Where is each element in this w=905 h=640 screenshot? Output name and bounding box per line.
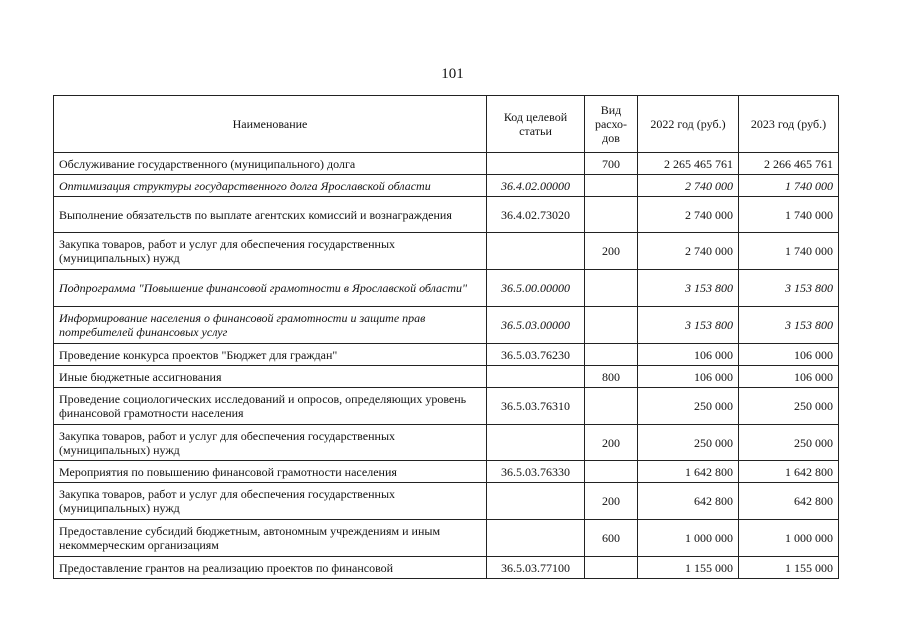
row-2022-cell: 250 000 [638, 425, 739, 461]
row-kind-cell: 800 [585, 366, 638, 388]
header-2023: 2023 год (руб.) [739, 96, 839, 153]
row-2022-cell: 250 000 [638, 388, 739, 425]
row-name-cell: Подпрограмма "Повышение финансовой грамотности в Ярославской области" [54, 270, 487, 307]
row-name-cell: Выполнение обязательств по выплате агентских комиссий и вознаграждения [54, 197, 487, 233]
table-row [54, 461, 839, 483]
header-kind: Вид расхо-дов [585, 96, 638, 153]
row-code-cell: 36.4.02.00000 [487, 175, 585, 197]
row-code-cell [487, 483, 585, 520]
row-2023-cell: 1 155 000 [739, 557, 839, 579]
row-name-cell: Закупка товаров, работ и услуг для обеспечения государственных (муниципальных) нужд [54, 233, 487, 270]
row-kind-cell [585, 197, 638, 233]
row-2022-cell: 1 000 000 [638, 520, 739, 557]
table-row [54, 366, 839, 388]
table-row [54, 197, 839, 233]
table-row [54, 153, 839, 175]
page-number: 101 [441, 66, 464, 82]
table-header-row [54, 96, 839, 153]
row-code-cell: 36.5.03.76310 [487, 388, 585, 425]
row-code-cell: 36.5.03.76330 [487, 461, 585, 483]
row-2023-cell: 2 266 465 761 [739, 153, 839, 175]
row-2022-cell: 3 153 800 [638, 307, 739, 344]
row-kind-cell [585, 307, 638, 344]
table-row [54, 270, 839, 307]
header-2022: 2022 год (руб.) [638, 96, 739, 153]
row-2022-cell: 642 800 [638, 483, 739, 520]
row-name-cell: Проведение конкурса проектов "Бюджет для граждан" [54, 344, 487, 366]
row-kind-cell: 200 [585, 483, 638, 520]
table-row [54, 388, 839, 425]
row-code-cell [487, 153, 585, 175]
row-2023-cell: 3 153 800 [739, 270, 839, 307]
row-name-cell: Оптимизация структуры государственного долга Ярославской области [54, 175, 487, 197]
header-name: Наименование [54, 96, 487, 153]
table-row [54, 175, 839, 197]
table-row [54, 425, 839, 461]
row-code-cell: 36.5.03.00000 [487, 307, 585, 344]
row-name-cell: Информирование населения о финансовой грамотности и защите прав потребителей финансовых услуг [54, 307, 487, 344]
row-name-cell: Иные бюджетные ассигнования [54, 366, 487, 388]
row-name-cell: Обслуживание государственного (муниципального) долга [54, 153, 487, 175]
row-kind-cell: 200 [585, 233, 638, 270]
row-kind-cell: 200 [585, 425, 638, 461]
row-kind-cell [585, 461, 638, 483]
row-name-cell: Закупка товаров, работ и услуг для обеспечения государственных (муниципальных) нужд [54, 483, 487, 520]
row-2022-cell: 3 153 800 [638, 270, 739, 307]
row-2023-cell: 1 740 000 [739, 233, 839, 270]
row-kind-cell [585, 388, 638, 425]
row-name-cell: Мероприятия по повышению финансовой грамотности населения [54, 461, 487, 483]
row-kind-cell [585, 175, 638, 197]
row-code-cell [487, 425, 585, 461]
row-code-cell: 36.5.03.77100 [487, 557, 585, 579]
row-2022-cell: 1 155 000 [638, 557, 739, 579]
row-code-cell [487, 366, 585, 388]
row-2023-cell: 250 000 [739, 388, 839, 425]
row-kind-cell [585, 270, 638, 307]
row-name-cell: Проведение социологических исследований и опросов, определяющих уровень финансовой грамотности населения [54, 388, 487, 425]
table-row [54, 233, 839, 270]
row-2023-cell: 1 642 800 [739, 461, 839, 483]
row-name-cell: Закупка товаров, работ и услуг для обеспечения государственных (муниципальных) нужд [54, 425, 487, 461]
row-2022-cell: 2 740 000 [638, 175, 739, 197]
row-name-cell: Предоставление субсидий бюджетным, автономным учреждениям и иным некоммерческим организациям [54, 520, 487, 557]
row-code-cell [487, 520, 585, 557]
budget-table [53, 95, 839, 579]
row-code-cell: 36.5.00.00000 [487, 270, 585, 307]
row-2023-cell: 642 800 [739, 483, 839, 520]
table-row [54, 483, 839, 520]
row-2023-cell: 1 000 000 [739, 520, 839, 557]
table-row [54, 307, 839, 344]
row-2023-cell: 3 153 800 [739, 307, 839, 344]
row-2022-cell: 1 642 800 [638, 461, 739, 483]
row-2022-cell: 2 740 000 [638, 233, 739, 270]
row-2022-cell: 2 265 465 761 [638, 153, 739, 175]
row-kind-cell [585, 344, 638, 366]
row-2022-cell: 2 740 000 [638, 197, 739, 233]
row-2022-cell: 106 000 [638, 366, 739, 388]
row-2023-cell: 106 000 [739, 344, 839, 366]
table-row [54, 344, 839, 366]
row-2023-cell: 1 740 000 [739, 197, 839, 233]
row-code-cell [487, 233, 585, 270]
table-row [54, 520, 839, 557]
table-body [54, 153, 839, 579]
row-2023-cell: 1 740 000 [739, 175, 839, 197]
row-code-cell: 36.5.03.76230 [487, 344, 585, 366]
table-row [54, 557, 839, 579]
row-kind-cell: 600 [585, 520, 638, 557]
row-name-cell: Предоставление грантов на реализацию проектов по финансовой [54, 557, 487, 579]
row-code-cell: 36.4.02.73020 [487, 197, 585, 233]
row-kind-cell: 700 [585, 153, 638, 175]
row-kind-cell [585, 557, 638, 579]
row-2023-cell: 250 000 [739, 425, 839, 461]
header-code: Код целевой статьи [487, 96, 585, 153]
row-2023-cell: 106 000 [739, 366, 839, 388]
row-2022-cell: 106 000 [638, 344, 739, 366]
